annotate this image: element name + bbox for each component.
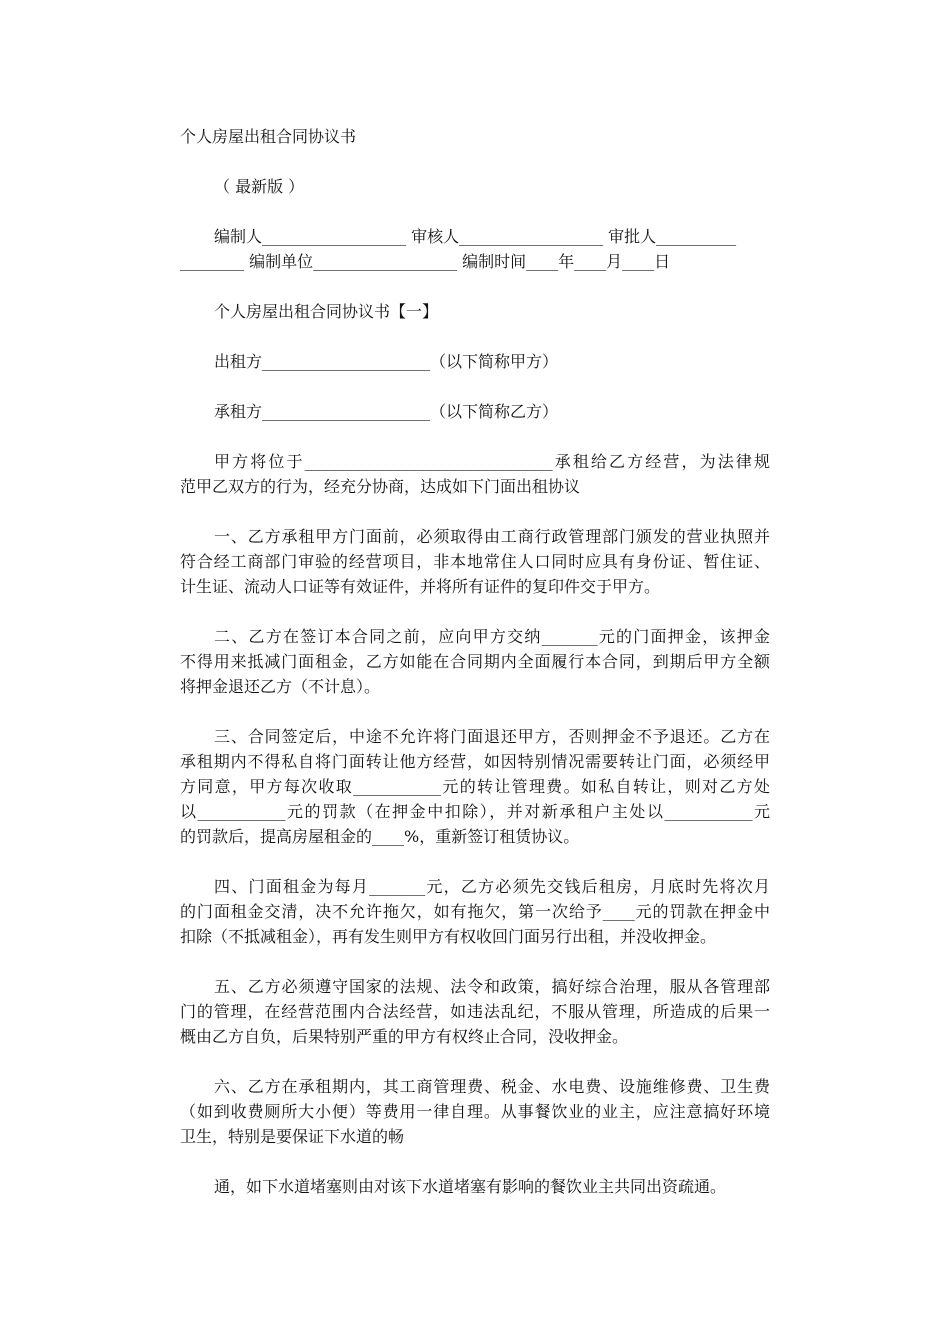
text-line: （如到收费厕所大小便）等费用一律自理。从事餐饮业的业主，应注意搞好环境 (180, 1102, 770, 1121)
document-title: 个人房屋出租合同协议书 (180, 127, 357, 146)
lessee-line: 承租方_____________________（以下简称乙方） (214, 402, 559, 421)
meta-line-2: ________ 编制单位__________________ 编制时间____年____月____日 (180, 252, 671, 271)
text-line: 的罚款后，提高房屋租金的____%，重新签订租赁协议。 (180, 827, 580, 846)
text-line: 四、门面租金为每月_______元，乙方必须先交钱后租房，月底时先将次月 (214, 877, 770, 896)
edition-label: （ 最新版 ） (214, 177, 305, 196)
text-line: 范甲乙双方的行为，经充分协商，达成如下门面出租协议 (180, 477, 581, 496)
text-line: 以___________元的罚款（在押金中扣除），并对新承租户主处以___________元 (180, 802, 770, 821)
clause-6 (180, 1074, 770, 1149)
clause-4 (180, 874, 770, 949)
text-line: 五、乙方必须遵守国家的法规、法令和政策，搞好综合治理，服从各管理部 (214, 977, 770, 996)
clause-6-continuation: 通，如下水道堵塞则由对该下水道堵塞有影响的餐饮业主共同出资疏通。 (214, 1177, 727, 1196)
clause-2 (180, 624, 770, 699)
text-line: 计生证、流动人口证等有效证件，并将所有证件的复印件交于甲方。 (180, 577, 661, 596)
text-line: 概由乙方自负，后果特别严重的甲方有权终止合同，没收押金。 (180, 1027, 629, 1046)
text-line: 承租期内不得私自将门面转让他方经营，如因特别情况需要转让门面，必须经甲 (180, 752, 770, 771)
text-line: 二、乙方在签订本合同之前，应向甲方交纳_______元的门面押金，该押金 (214, 627, 770, 646)
intro-paragraph (180, 449, 770, 499)
clause-5 (180, 974, 770, 1049)
text-line: 甲方将位于_______________________________承租给乙方经营，为法律规 (214, 452, 770, 471)
text-line: 门的管理，在经营范围内合法经营，如违法乱纪，不服从管理，所造成的后果一 (180, 1002, 770, 1021)
text-line: 符合经工商部门审验的经营项目，非本地常住人口同时应具有身份证、暂住证、 (180, 552, 770, 571)
text-line: 将押金退还乙方（不计息）。 (180, 677, 381, 696)
text-line: 方同意，甲方每次收取___________元的转让管理费。如私自转让，则对乙方处 (180, 777, 770, 796)
text-line: 的门面租金交清，决不允许拖欠，如有拖欠，第一次给予____元的罚款在押金中 (180, 902, 770, 921)
text-line: 不得用来抵减门面租金，乙方如能在合同期内全面履行本合同，到期后甲方全额 (180, 652, 770, 671)
text-line: 六、乙方在承租期内，其工商管理费、税金、水电费、设施维修费、卫生费 (214, 1077, 770, 1096)
text-line: 三、合同签定后，中途不允许将门面退还甲方，否则押金不予退还。乙方在 (214, 727, 770, 746)
section-heading: 个人房屋出租合同协议书【一】 (214, 302, 439, 321)
text-line: 扣除（不抵减租金），再有发生则甲方有权收回门面另行出租，并没收押金。 (180, 927, 717, 946)
clause-3 (180, 724, 770, 849)
text-line: 一、乙方承租甲方门面前，必须取得由工商行政管理部门颁发的营业执照并 (214, 527, 770, 546)
clause-1 (180, 524, 770, 599)
lessor-line: 出租方_____________________（以下简称甲方） (214, 352, 559, 371)
text-line: 卫生，特别是要保证下水道的畅 (180, 1127, 405, 1146)
meta-line-1: 编制人__________________ 审核人__________________ 审批人__________ (214, 227, 737, 246)
